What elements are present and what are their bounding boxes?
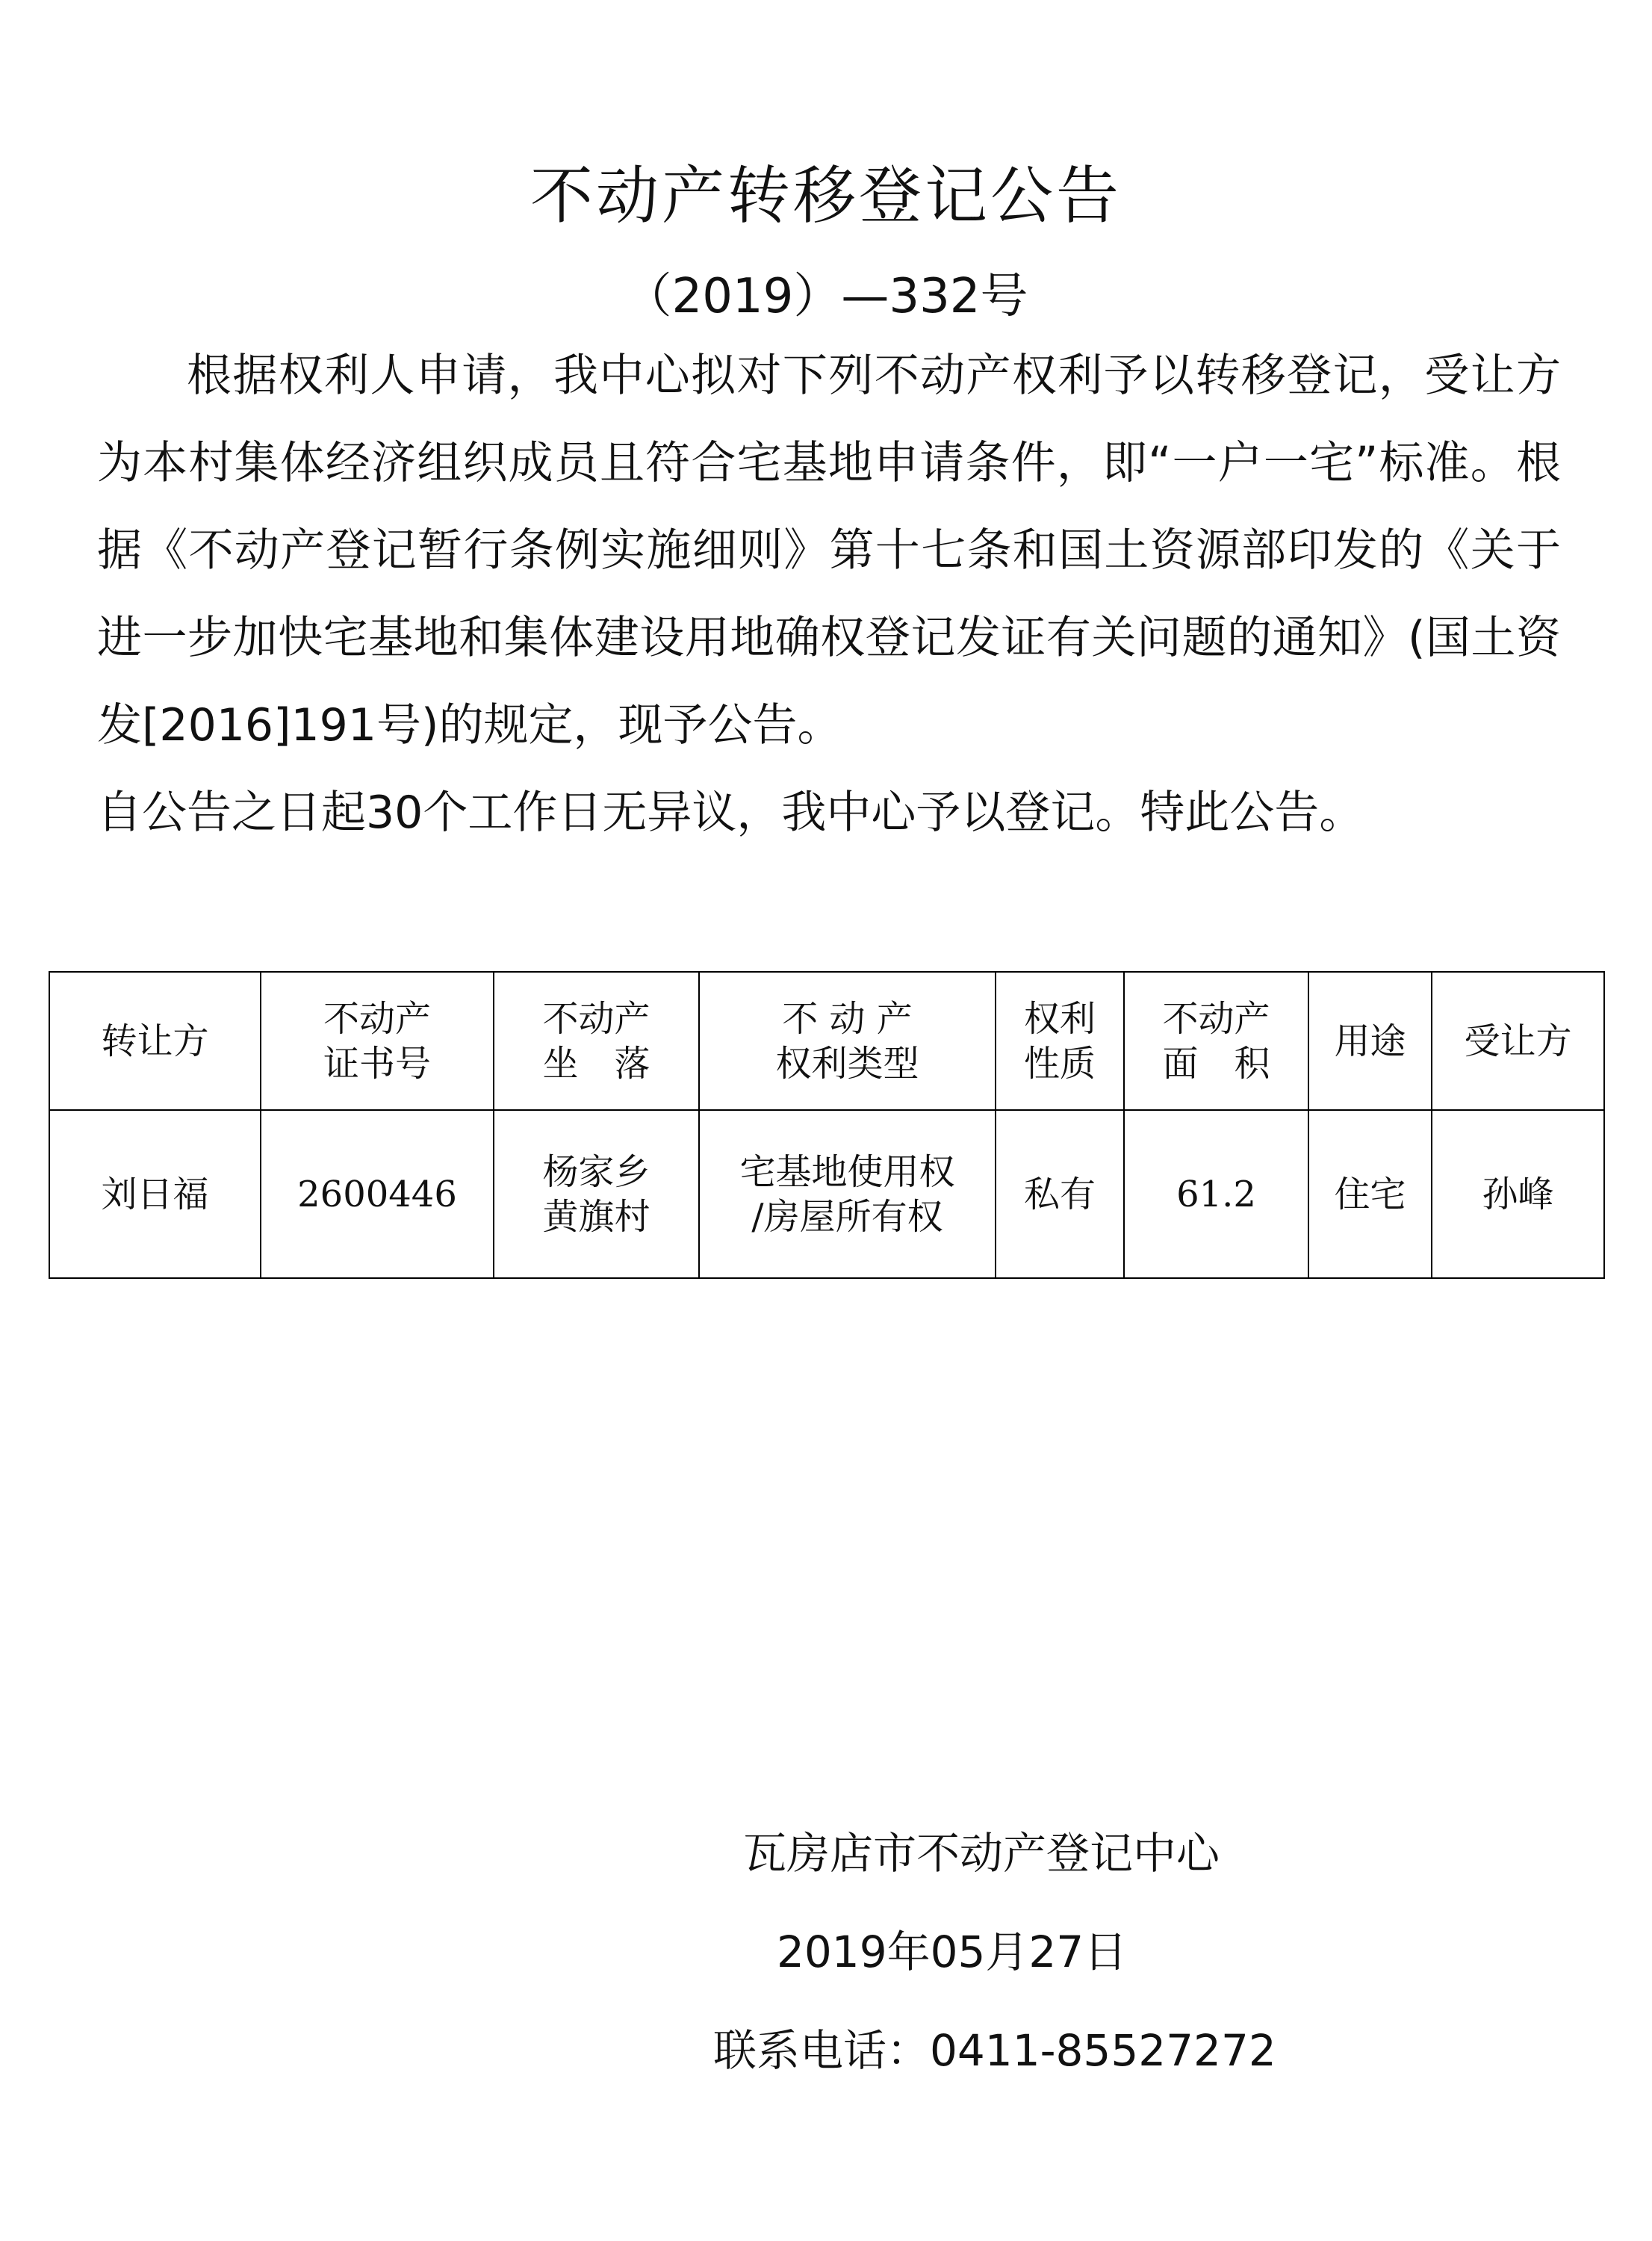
header-right-type: 不 动 产 权利类型 bbox=[699, 972, 996, 1110]
property-table bbox=[49, 971, 1605, 1279]
notice-title: 不动产转移登记公告 bbox=[530, 159, 1122, 232]
issue-date: 2019年05月27日 bbox=[777, 1927, 1128, 1977]
cell-area: 61.2 bbox=[1124, 1110, 1308, 1278]
cell-transferee: 孙峰 bbox=[1432, 1110, 1604, 1278]
header-location: 不动产 坐 落 bbox=[494, 972, 699, 1110]
body-paragraph-1: 根据权利人申请，我中心拟对下列不动产权利予以转移登记，受让方为本村集体经济组织成员且符合宅基地申请条件，即“一户一宅”标准。根据《不动产登记暂行条例实施细则》第十七条和国土资源部印发的《关于进一步加快宅基地和集体建设用地确权登记发证有关问题的通知》(国土资发[2016]191号)的规定，现予公告。 bbox=[97, 350, 1561, 751]
notice-body bbox=[97, 332, 1561, 857]
document-number: （2019）—332号 bbox=[624, 269, 1028, 324]
signature-block bbox=[713, 1804, 1276, 2100]
cell-certificate-number: 2600446 bbox=[261, 1110, 494, 1278]
header-certificate-number: 不动产 证书号 bbox=[261, 972, 494, 1110]
header-right-nature: 权利 性质 bbox=[996, 972, 1124, 1110]
body-paragraph-2: 自公告之日起30个工作日无异议，我中心予以登记。特此公告。 bbox=[97, 787, 1364, 839]
contact-phone: 联系电话：0411-85527272 bbox=[713, 2025, 1276, 2076]
header-usage: 用途 bbox=[1308, 972, 1432, 1110]
header-area: 不动产 面 积 bbox=[1124, 972, 1308, 1110]
header-transferor: 转让方 bbox=[49, 972, 261, 1110]
header-transferee: 受让方 bbox=[1432, 972, 1604, 1110]
cell-right-nature: 私有 bbox=[996, 1110, 1124, 1278]
table-header-row bbox=[49, 972, 1604, 1110]
cell-usage: 住宅 bbox=[1308, 1110, 1432, 1278]
table-row bbox=[49, 1110, 1604, 1278]
cell-location: 杨家乡 黄旗村 bbox=[494, 1110, 699, 1278]
cell-right-type: 宅基地使用权 /房屋所有权 bbox=[699, 1110, 996, 1278]
cell-transferor: 刘日福 bbox=[49, 1110, 261, 1278]
issuing-organization: 瓦房店市不动产登记中心 bbox=[743, 1828, 1220, 1879]
